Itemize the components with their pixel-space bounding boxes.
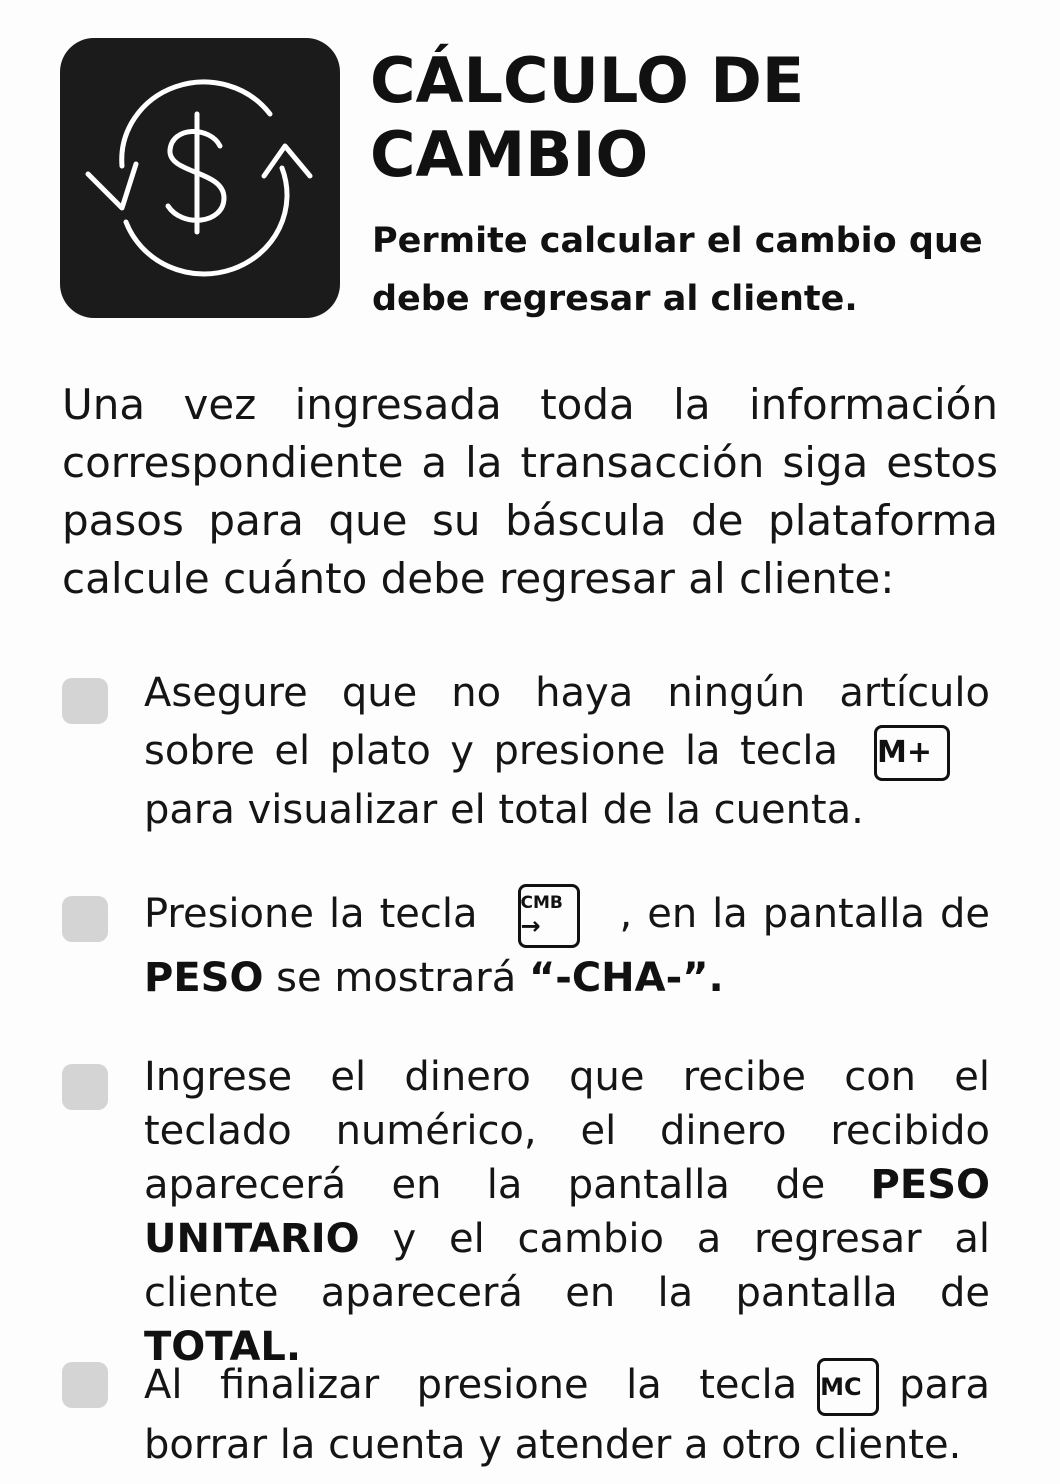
step-4-checkbox[interactable] <box>62 1362 108 1408</box>
title-line-2: CAMBIO <box>370 118 649 191</box>
step-2-text-before: Presione la tecla <box>144 891 478 937</box>
step-3-checkbox[interactable] <box>62 1064 108 1110</box>
intro-paragraph: Una vez ingresada toda la información correspondiente a la transacción siga estos pasos para que su báscula de plataforma calcule cuánto debe regresar al cliente: <box>62 380 998 603</box>
cmb-key <box>518 884 580 948</box>
step-4-text <box>144 1356 990 1474</box>
dollar-cycle-icon <box>60 38 340 318</box>
step-3-text <box>144 1050 990 1374</box>
arrow-right-icon: → <box>520 912 541 940</box>
cmb-key-label: CMB <box>520 893 563 913</box>
step-2-text-mid: se mostrará <box>276 955 517 1001</box>
step-1-checkbox[interactable] <box>62 678 108 724</box>
step-2-text-after: , en la pantalla de <box>619 891 990 937</box>
step-3-text-mid: y el cambio a regresar al cliente aparecerá en la pantalla de <box>144 1216 991 1316</box>
cha-display-text: “-CHA-”. <box>528 955 724 1001</box>
currency-exchange-icon <box>60 38 340 318</box>
page-title <box>370 44 1030 192</box>
step-2-checkbox[interactable] <box>62 896 108 942</box>
step-3-text-before: Ingrese el dinero que recibe con el teclado numérico, el dinero recibido aparecerá en la pantalla de <box>144 1054 990 1208</box>
total-label: TOTAL. <box>144 1324 302 1370</box>
step-1-text-before: Asegure que no haya ningún artículo sobre el plato y presione la tecla <box>144 670 990 774</box>
step-1-text-after: para visualizar el total de la cuenta. <box>144 787 864 833</box>
step-4-text-before: Al finalizar presione la tecla <box>144 1362 798 1408</box>
peso-label: PESO <box>144 955 264 1001</box>
step-4-text-after: para borrar la cuenta y atender a otro cliente. <box>144 1362 990 1468</box>
step-2-text <box>144 884 990 1008</box>
page-subtitle: Permite calcular el cambio que debe regresar al cliente. <box>372 221 983 319</box>
m-plus-key: M+ <box>874 725 950 781</box>
step-1-text <box>144 664 990 839</box>
title-line-1: CÁLCULO DE <box>370 44 805 117</box>
mc-key: MC <box>817 1358 879 1416</box>
peso-unitario-label: PESO UNITARIO <box>144 1162 990 1262</box>
